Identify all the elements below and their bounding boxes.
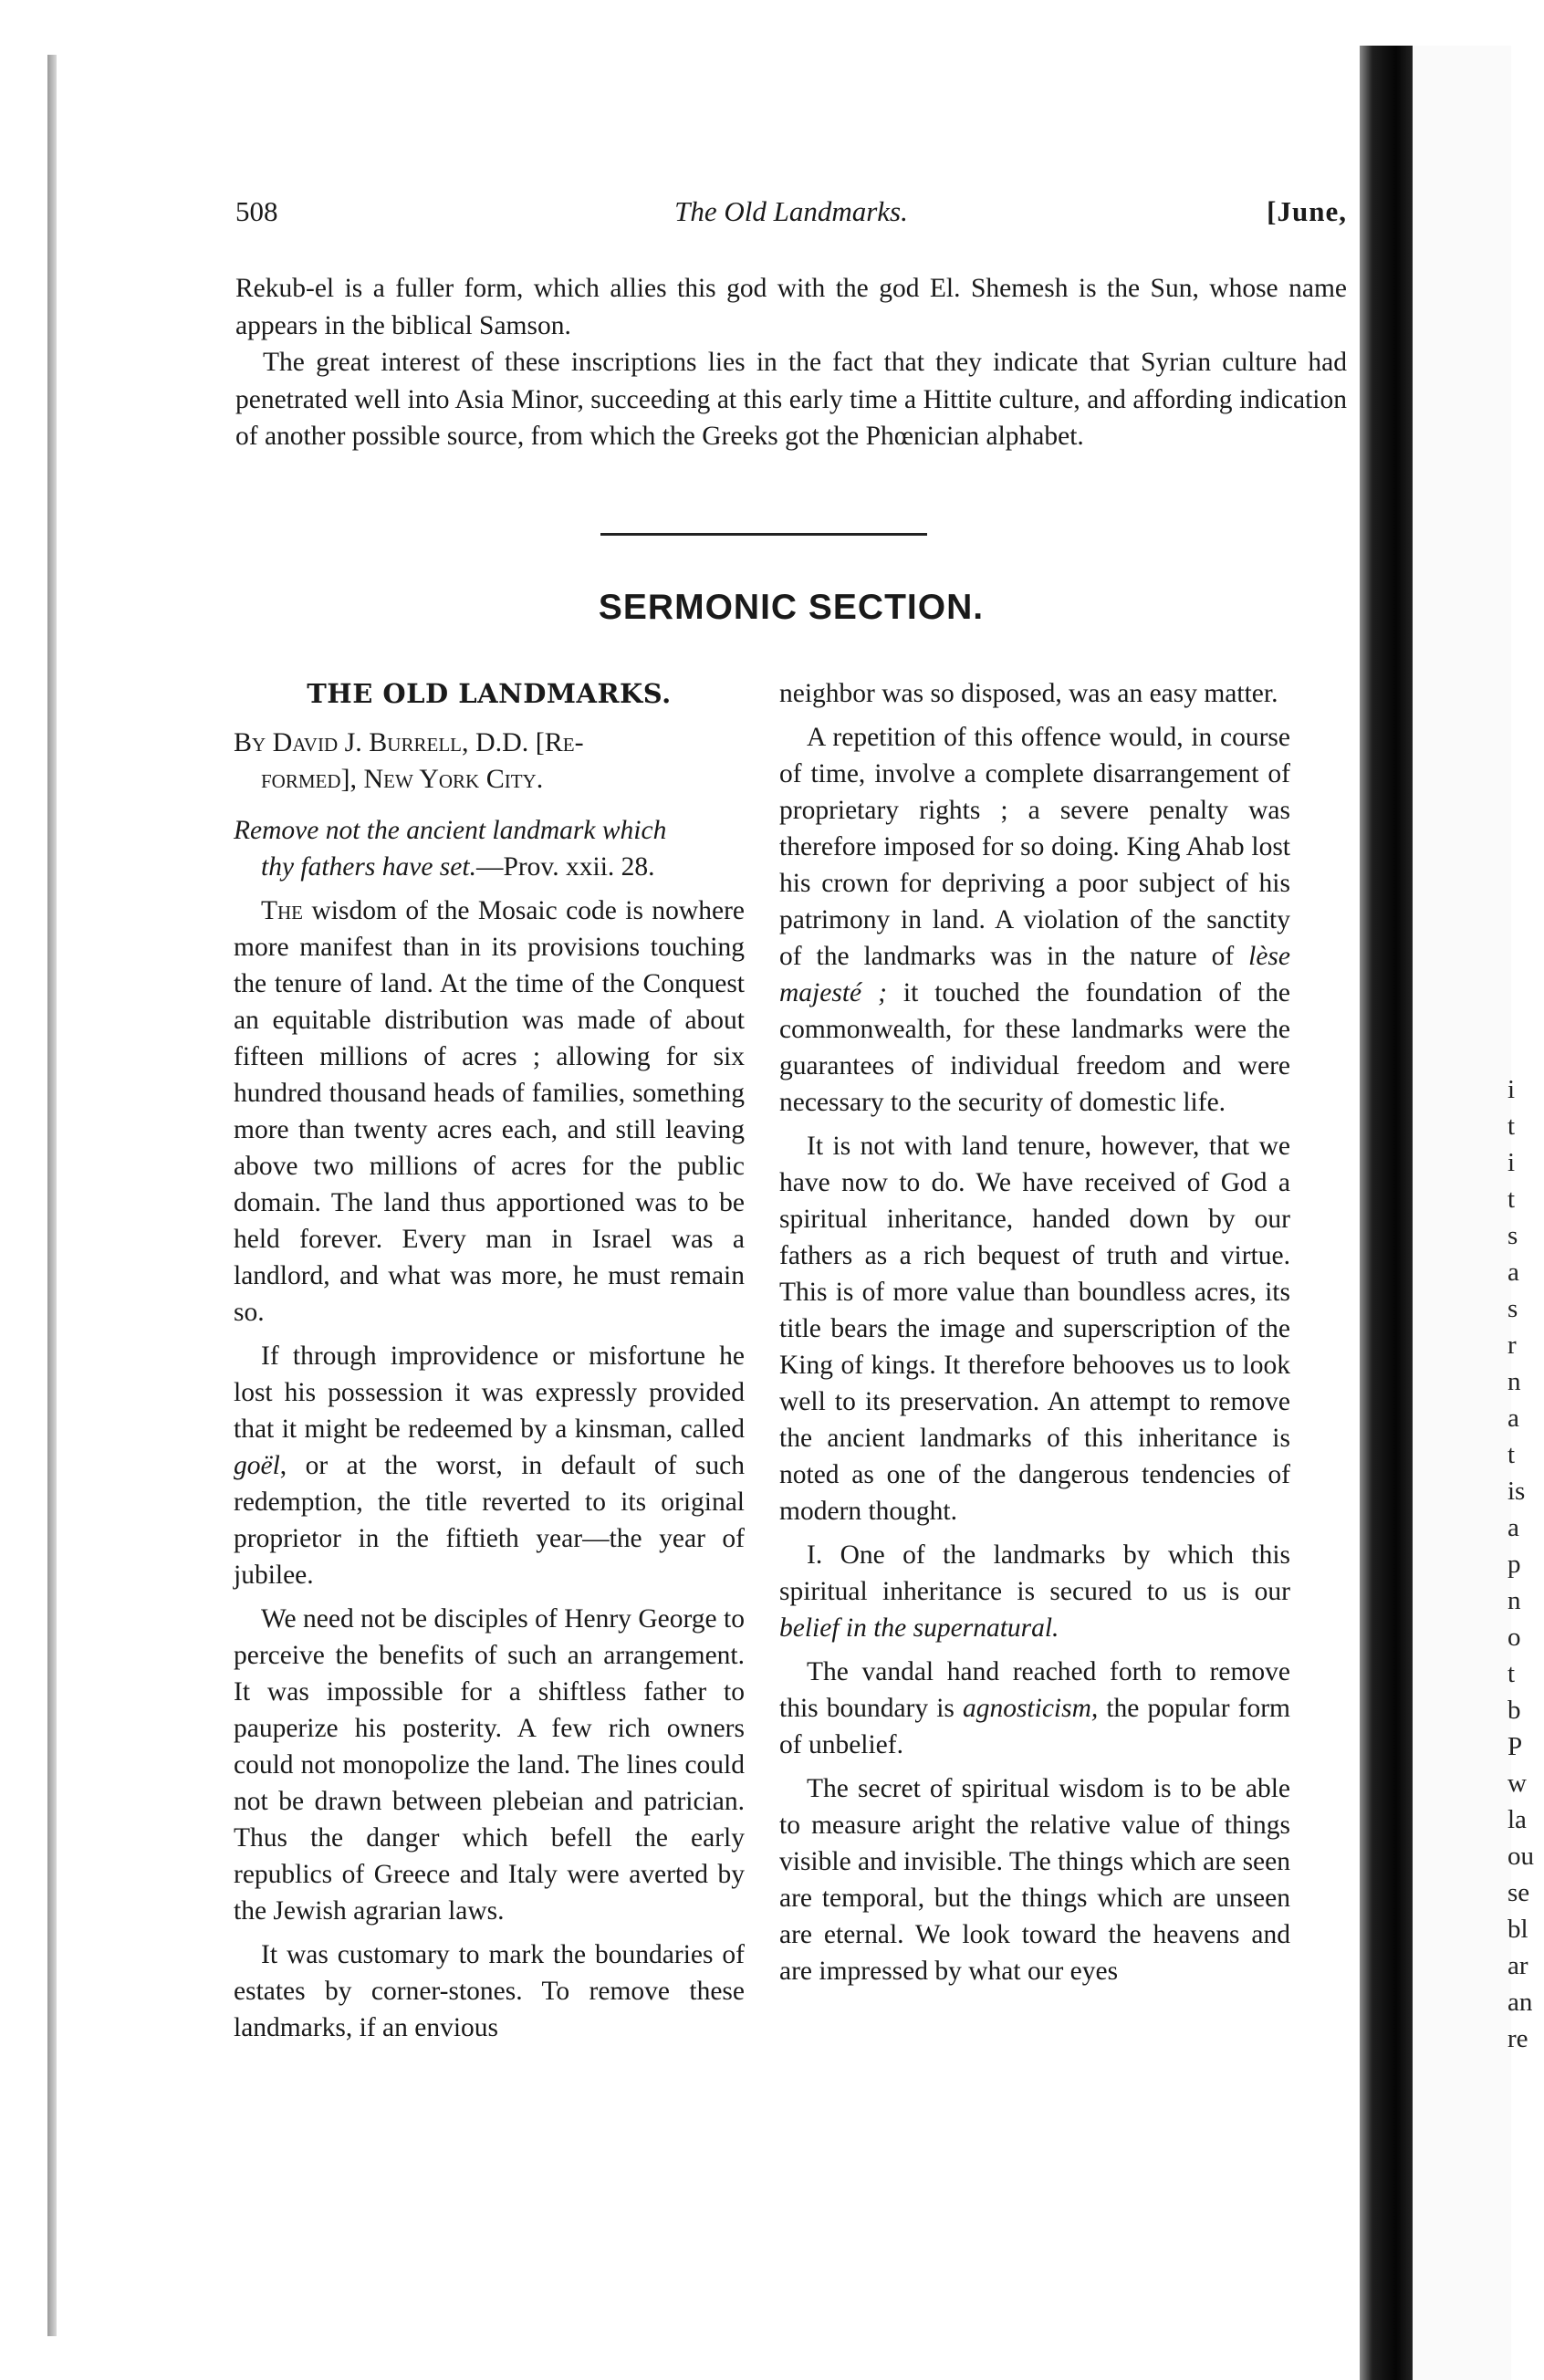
byline-line: formed], New York City. [261, 764, 544, 794]
facing-page-fragment: r [1507, 1331, 1517, 1360]
paragraph-text: I. One of the landmarks by which this spiritual inheritance is secured to us is our [779, 1540, 1290, 1606]
scripture-text [234, 812, 745, 885]
scripture-citation: —Prov. xxii. 28. [475, 852, 655, 882]
facing-page-fragment: s [1507, 1221, 1518, 1250]
running-month: [June, [1267, 195, 1347, 227]
intro-paragraph: Rekub-el is a fuller form, which allies this god with the god El. Shemesh is the Sun, whose name appears in the biblical Samson. [235, 274, 1347, 340]
body-paragraph: The secret of spiritual wisdom is to be able to measure aright the relative value of things visible and invisible. The things which are seen are temporal, but the things which are unseen are eternal. We look toward the heavens and are impressed by what our eyes [779, 1774, 1290, 1986]
body-paragraph: We need not be disciples of Henry George to perceive the benefits of such an arrangement. It was impossible for a shiftless father to pauperize his posterity. A few rich owners could not monopolize the land. The lines could not be drawn between plebeian and patrician. Thus the danger which befell the early republics of Greece and Italy were averted by the Jewish agrarian laws. [234, 1604, 745, 1926]
paragraph-text: , or at the worst, in default of such redemption, the title reverted to its original proprietor in the fiftieth year—the year of jubilee. [234, 1451, 745, 1590]
facing-page-fragment: w [1507, 1769, 1527, 1798]
page-number: 508 [235, 195, 278, 227]
italic-term: belief in the supernatural. [779, 1613, 1059, 1643]
right-column [779, 675, 1290, 1989]
running-head [235, 195, 1347, 232]
facing-page-fragment: o [1507, 1623, 1521, 1652]
paragraph-text: it touched the foundation of the commonwealth, for these landmarks were the guarantees of individual freedom and were necessary to the security of domestic life. [779, 978, 1290, 1117]
byline [234, 725, 745, 798]
facing-page-fragment: is [1507, 1477, 1526, 1506]
facing-page-fragment: a [1507, 1513, 1519, 1542]
body-paragraph [779, 719, 1290, 1121]
paragraph-text: A repetition of this offence would, in course of time, involve a complete disarrangement of proprietary rights ; a severe penalty was therefore imposed for so doing. King Ahab lost his crown for depriving a poor subject of his patrimony in land. A violation of the sanctity of the landmarks was in the nature of [779, 723, 1290, 971]
section-divider [600, 533, 927, 536]
body-paragraph [779, 1537, 1290, 1646]
paragraph-text: the popular form of unbelief. [779, 1694, 1291, 1759]
book-page [57, 0, 1360, 2380]
book-gutter [1360, 46, 1413, 2380]
facing-page-fragment: ou [1507, 1842, 1534, 1871]
scripture-quote: thy fathers have set. [261, 852, 476, 882]
facing-page-fragment: i [1507, 1148, 1516, 1177]
italic-term: goël [234, 1451, 280, 1480]
left-column [234, 675, 745, 2046]
facing-page-fragment: a [1507, 1404, 1519, 1433]
body-paragraph [779, 1654, 1290, 1763]
facing-page-fragment: t [1507, 1112, 1516, 1141]
scripture-line [234, 849, 745, 885]
facing-page-fragment: re [1507, 2024, 1528, 2053]
facing-page-fragment: t [1507, 1185, 1516, 1214]
body-paragraph: It is not with land tenure, however, that we have now to do. We have received of God a spiritual inheritance, handed down by our fathers as a rich bequest of truth and virtue. This is of more value than boundless acres, its title bears the image and superscription of the King of kings. It therefore behooves us to look well to its preservation. An attempt to remove the ancient landmarks of this inheritance is noted as one of the dangerous tendencies of modern thought. [779, 1132, 1290, 1526]
byline-line: By David J. Burrell, D.D. [Re- [234, 727, 584, 757]
facing-page-fragment: P [1507, 1732, 1523, 1761]
facing-page-fragment: p [1507, 1550, 1521, 1579]
paragraph-text: The vandal hand reached forth to remove this boundary is [779, 1657, 1290, 1723]
facing-page-fragment: t [1507, 1440, 1516, 1469]
intro-text [235, 270, 1347, 455]
facing-page-fragment: se [1507, 1878, 1530, 1907]
facing-page-fragment: t [1507, 1659, 1516, 1688]
facing-page-edge [1413, 46, 1511, 2380]
facing-page-fragment: n [1507, 1367, 1521, 1396]
facing-page-fragment: ar [1507, 1951, 1528, 1980]
intro-paragraph: The great interest of these inscriptions lies in the fact that they indicate that Syrian culture had penetrated well into Asia Minor, succeeding at this early time a Hittite culture, and affording indication of another possible source, from which the Greeks got the Phœnician alphabet. [235, 348, 1347, 451]
facing-page-fragment: n [1507, 1586, 1521, 1615]
facing-page-fragment: b [1507, 1696, 1521, 1725]
section-heading: SERMONIC SECTION. [598, 588, 985, 627]
article-title: THE OLD LANDMARKS. [307, 678, 672, 709]
facing-page-fragment: bl [1507, 1915, 1528, 1944]
italic-term: agnosticism, [962, 1694, 1099, 1723]
paragraph-text: If through improvidence or misfortune he lost his possession it was expressly provided that it might be redeemed by a kinsman, called [234, 1341, 745, 1444]
paragraph-text: wisdom of the Mosaic code is nowhere more manifest than in its provisions touching the tenure of land. At the time of the Conquest an equitable distribution was made of about fifteen millions of acres ; allowing for six hundred thousand heads of families, something more than twenty acres each, and still leaving above two millions of acres for the public domain. The land thus apportioned was to be held forever. Every man in Israel was a landlord, and what was more, he must remain so. [234, 896, 745, 1327]
facing-page-fragment: an [1507, 1988, 1533, 2017]
page-edge-shadow [47, 55, 57, 2336]
scripture-line: Remove not the ancient landmark which [234, 816, 667, 845]
body-paragraph [234, 1338, 745, 1593]
body-paragraph [234, 892, 745, 1331]
facing-page-fragment: i [1507, 1075, 1516, 1104]
body-paragraph: neighbor was so disposed, was an easy matter. [779, 679, 1278, 708]
body-paragraph: It was customary to mark the boundaries of estates by corner-stones. To remove these landmarks, if an envious [234, 1940, 745, 2042]
drop-word: The [261, 896, 304, 925]
facing-page-fragment: s [1507, 1294, 1518, 1323]
facing-page-fragment: a [1507, 1258, 1519, 1287]
italic-term: lèse majesté ; [779, 942, 1290, 1007]
running-title: The Old Landmarks. [674, 195, 908, 227]
facing-page-fragment: la [1507, 1805, 1527, 1834]
